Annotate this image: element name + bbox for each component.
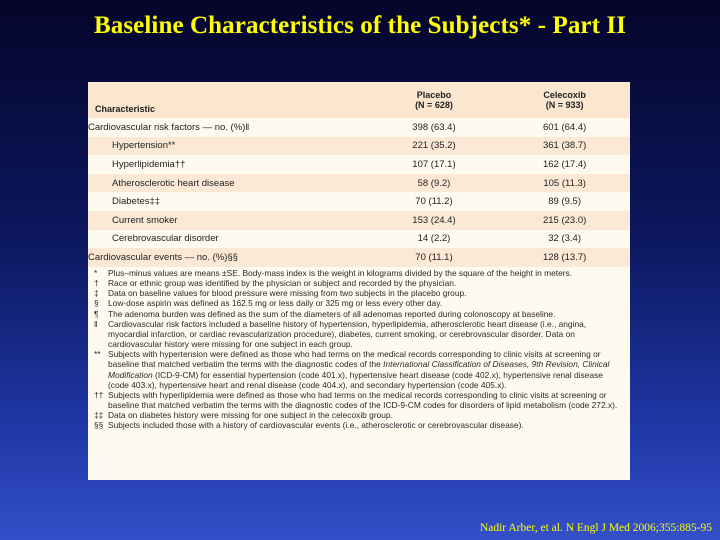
row-celecoxib-value: 128 (13.7) <box>542 251 587 263</box>
header-celecoxib-name: Celecoxib <box>543 89 586 100</box>
footnote-symbol: §§ <box>94 420 104 431</box>
footnotes <box>88 267 630 431</box>
footnote <box>92 298 626 308</box>
table-header-row <box>88 82 630 118</box>
row-celecoxib-value: 361 (38.7) <box>542 140 587 152</box>
footnote-symbol: ** <box>94 349 101 360</box>
baseline-table <box>88 82 630 267</box>
footnote <box>92 410 626 420</box>
row-label: Cardiovascular events — no. (%)§§ <box>88 251 238 263</box>
footnote-text <box>108 349 626 390</box>
header-celecoxib-n: (N = 933) <box>545 100 584 110</box>
row-placebo-value: 14 (2.2) <box>417 233 451 245</box>
row-placebo-value: 398 (63.4) <box>412 121 456 133</box>
header-celecoxib <box>499 82 630 118</box>
footnote-symbol: § <box>94 298 99 309</box>
footnote-symbol: ‡ <box>94 288 99 299</box>
footnote-symbol: ‡‡ <box>94 410 104 421</box>
footnote-text-after: (ICD-9-CM) for essential hypertension (code 401.x), hypertensive heart disease (code 402.x), hypertensive renal disease (code 403.x), hypertensive heart and renal disease (code 404.x), and secondary hypertension (code 405.x). <box>108 369 603 390</box>
table-row <box>88 118 630 137</box>
table-row <box>88 137 630 156</box>
header-placebo <box>369 82 500 118</box>
row-placebo-value: 221 (35.2) <box>412 140 456 152</box>
footnote <box>92 288 626 298</box>
table-panel <box>88 82 630 480</box>
footnote <box>92 420 626 430</box>
row-celecoxib-value: 162 (17.4) <box>542 158 587 170</box>
footnote-text: The adenoma burden was defined as the sum of the diameters of all adenomas reported during colonoscopy at baseline. <box>108 308 556 319</box>
table-row <box>88 155 630 174</box>
row-celecoxib-value: 89 (9.5) <box>548 196 582 208</box>
footnote-text: Cardiovascular risk factors included a baseline history of hypertension, hyperlipidemia, atherosclerotic heart disease (i.e., angina, myocardial infarction, or cardiac revascularization procedure), diabetes, current smoking, or cerebrovascular disorder. Data on cardiovascular history were missing for one subject in each group. <box>108 318 587 350</box>
footnote <box>92 268 626 278</box>
footnote-text: Data on baseline values for blood pressure were missing from two subjects in the placebo group. <box>108 288 467 299</box>
row-placebo-value: 107 (17.1) <box>412 158 456 170</box>
table-row <box>88 230 630 249</box>
row-label: Cerebrovascular disorder <box>112 233 219 245</box>
footnote-text: Subjects with hyperlipidemia were defined as those who had terms on the medical records corresponding to clinic visits at screening or baseline that matched verbatim the terms with the diagnostic codes of the ICD-9-CM codes for disorders of lipid metabolism (code 272.x). <box>108 389 618 411</box>
footnote <box>92 390 626 410</box>
footnote-text-italic: International Classification of Diseases, 9th Revision, Clinical Modification <box>108 359 610 380</box>
footnote-symbol: ¶ <box>94 308 99 319</box>
header-characteristic: Characteristic <box>95 103 156 114</box>
footnote-symbol: † <box>94 278 99 289</box>
row-label: Hypertension** <box>112 140 176 152</box>
footnote-text: Data on diabetes history were missing for one subject in the celecoxib group. <box>108 410 393 421</box>
row-label: Atherosclerotic heart disease <box>112 177 235 189</box>
row-placebo-value: 70 (11.1) <box>415 251 453 263</box>
row-celecoxib-value: 601 (64.4) <box>542 121 587 133</box>
footnote <box>92 278 626 288</box>
row-label: Current smoker <box>112 214 178 226</box>
footnote-symbol: ‖ <box>94 318 98 329</box>
table-row <box>88 192 630 211</box>
footnote <box>92 349 626 390</box>
row-celecoxib-value: 105 (11.3) <box>543 177 586 189</box>
row-label: Diabetes‡‡ <box>112 196 161 208</box>
row-label: Hyperlipidemia†† <box>112 158 186 170</box>
row-celecoxib-value: 32 (3.4) <box>548 233 582 245</box>
table-row <box>88 174 630 193</box>
footnote-text-before: Subjects with hypertension were defined as those who had terms on the medical records corresponding to clinic visits at screening or baseline that matched verbatim the terms with the diagnostic codes of the <box>108 349 601 370</box>
footnote-text: Plus–minus values are means ±SE. Body-mass index is the weight in kilograms divided by the square of the height in meters. <box>108 268 573 278</box>
citation: Nadir Arber, et al. N Engl J Med 2006;355:885-95 <box>479 522 712 534</box>
footnote-symbol: * <box>94 268 98 278</box>
footnote-text: Subjects included those with a history of cardiovascular events (i.e., atherosclerotic or cerebrovascular disease). <box>108 420 524 431</box>
footnote <box>92 319 626 349</box>
table-row <box>88 248 630 267</box>
footnote-text: Race or ethnic group was identified by the physician or subject and recorded by the physician. <box>108 278 457 289</box>
row-placebo-value: 58 (9.2) <box>417 177 451 189</box>
header-placebo-n: (N = 628) <box>415 100 453 110</box>
slide-title: Baseline Characteristics of the Subjects* - Part II <box>93 12 627 39</box>
footnote <box>92 309 626 319</box>
header-placebo-name: Placebo <box>416 89 452 100</box>
footnote-text: Low-dose aspirin was defined as 162.5 mg or less daily or 325 mg or less every other day. <box>108 298 443 309</box>
row-placebo-value: 153 (24.4) <box>412 214 456 226</box>
table-row <box>88 211 630 230</box>
row-label: Cardiovascular risk factors — no. (%)‖ <box>88 121 250 133</box>
footnote-symbol: †† <box>94 389 104 400</box>
row-celecoxib-value: 215 (23.0) <box>542 214 587 226</box>
row-placebo-value: 70 (11.2) <box>415 196 453 208</box>
